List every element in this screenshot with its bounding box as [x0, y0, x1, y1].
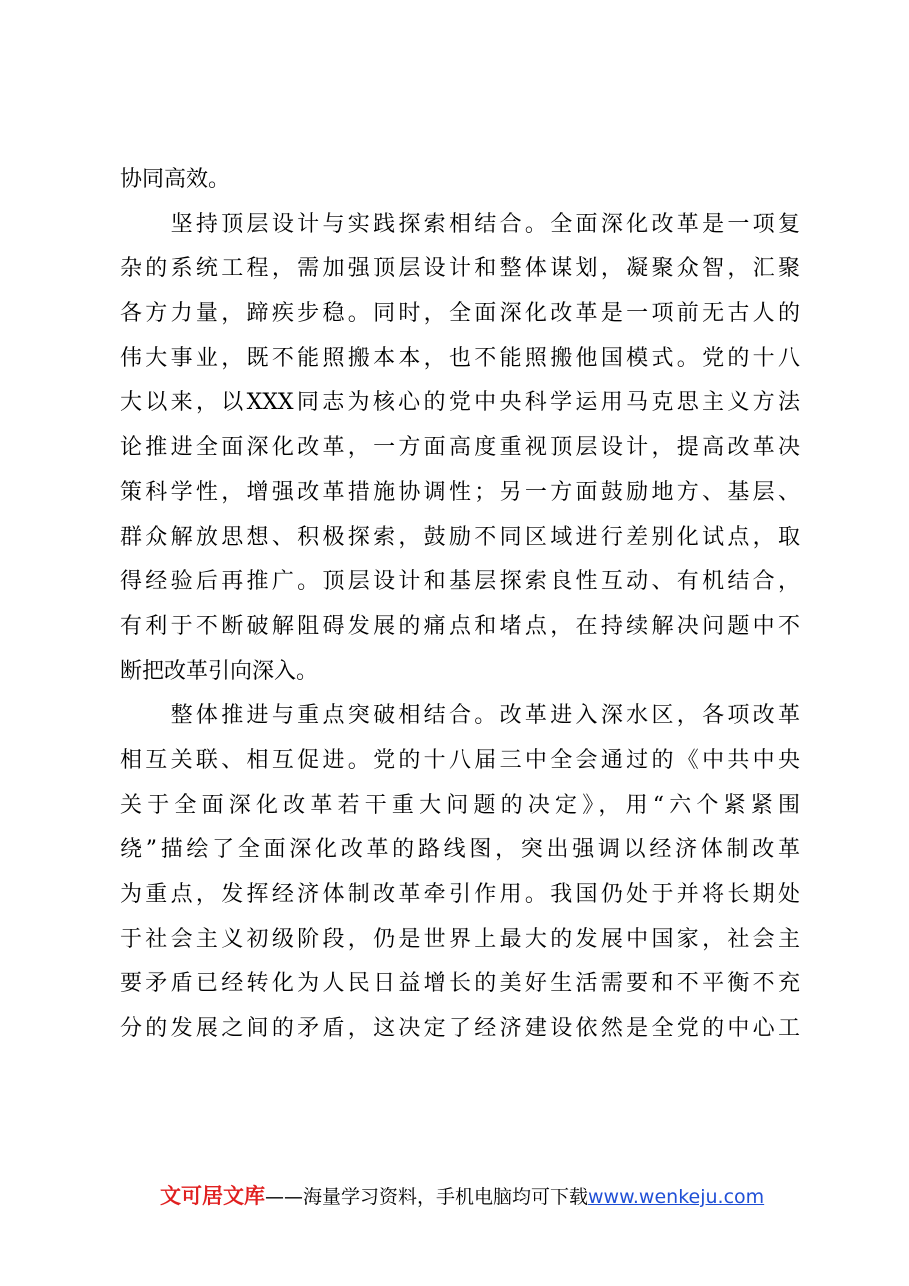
text-line: 协同高效。: [120, 167, 231, 192]
paragraph: [120, 158, 800, 203]
text-line: 于社会主义初级阶段，仍是世界上最大的发展中国家，社会主: [120, 926, 800, 952]
footer-brand: 文可居文库: [160, 1184, 265, 1208]
footer-tagline: ——海量学习资料，手机电脑均可下载: [265, 1186, 589, 1208]
text-line: 论推进全面深化改革，一方面高度重视顶层设计，提高改革决: [120, 435, 800, 461]
text-line: 得经验后再推广。顶层设计和基层探索良性互动、有机结合，: [120, 569, 800, 595]
body-text: [120, 158, 800, 1052]
text-line: 为重点，发挥经济体制改革牵引作用。我国仍处于并将长期处: [120, 882, 800, 907]
paragraph: [120, 694, 800, 1052]
footer-banner: [160, 1180, 780, 1213]
text-line: 分的发展之间的矛盾，这决定了经济建设依然是全党的中心工: [120, 1016, 800, 1042]
text-line: 策科学性，增强改革措施协调性；另一方面鼓励地方、基层、: [120, 479, 800, 505]
text-line: 大以来，以XXX同志为核心的党中央科学运用马克思主义方法: [120, 390, 800, 416]
footer-website-link[interactable]: www.wenkeju.com: [588, 1186, 765, 1208]
text-line: 杂的系统工程，需加强顶层设计和整体谋划，凝聚众智，汇聚: [120, 256, 800, 282]
text-line: 相互关联、相互促进。党的十八届三中全会通过的《中共中央: [120, 747, 800, 773]
text-line: 要矛盾已经转化为人民日益增长的美好生活需要和不平衡不充: [120, 971, 800, 997]
text-line: 群众解放思想、积极探索，鼓励不同区域进行差别化试点，取: [120, 524, 800, 550]
text-line: 有利于不断破解阻碍发展的痛点和堵点，在持续解决问题中不: [120, 613, 800, 639]
text-line: 伟大事业，既不能照搬本本，也不能照搬他国模式。党的十八: [120, 345, 800, 371]
text-line: 断把改革引向深入。: [120, 658, 319, 684]
text-line: 各方力量，蹄疾步稳。同时，全面深化改革是一项前无古人的: [120, 301, 800, 327]
text-line: 关于全面深化改革若干重大问题的决定》，用“六个紧紧围: [120, 792, 800, 818]
paragraph: [120, 203, 800, 695]
text-line: 整体推进与重点突破相结合。改革进入深水区，各项改革: [120, 703, 800, 729]
text-line: 绕”描绘了全面深化改革的路线图，突出强调以经济体制改革: [120, 837, 800, 863]
text-line: 坚持顶层设计与实践探索相结合。全面深化改革是一项复: [120, 211, 800, 237]
